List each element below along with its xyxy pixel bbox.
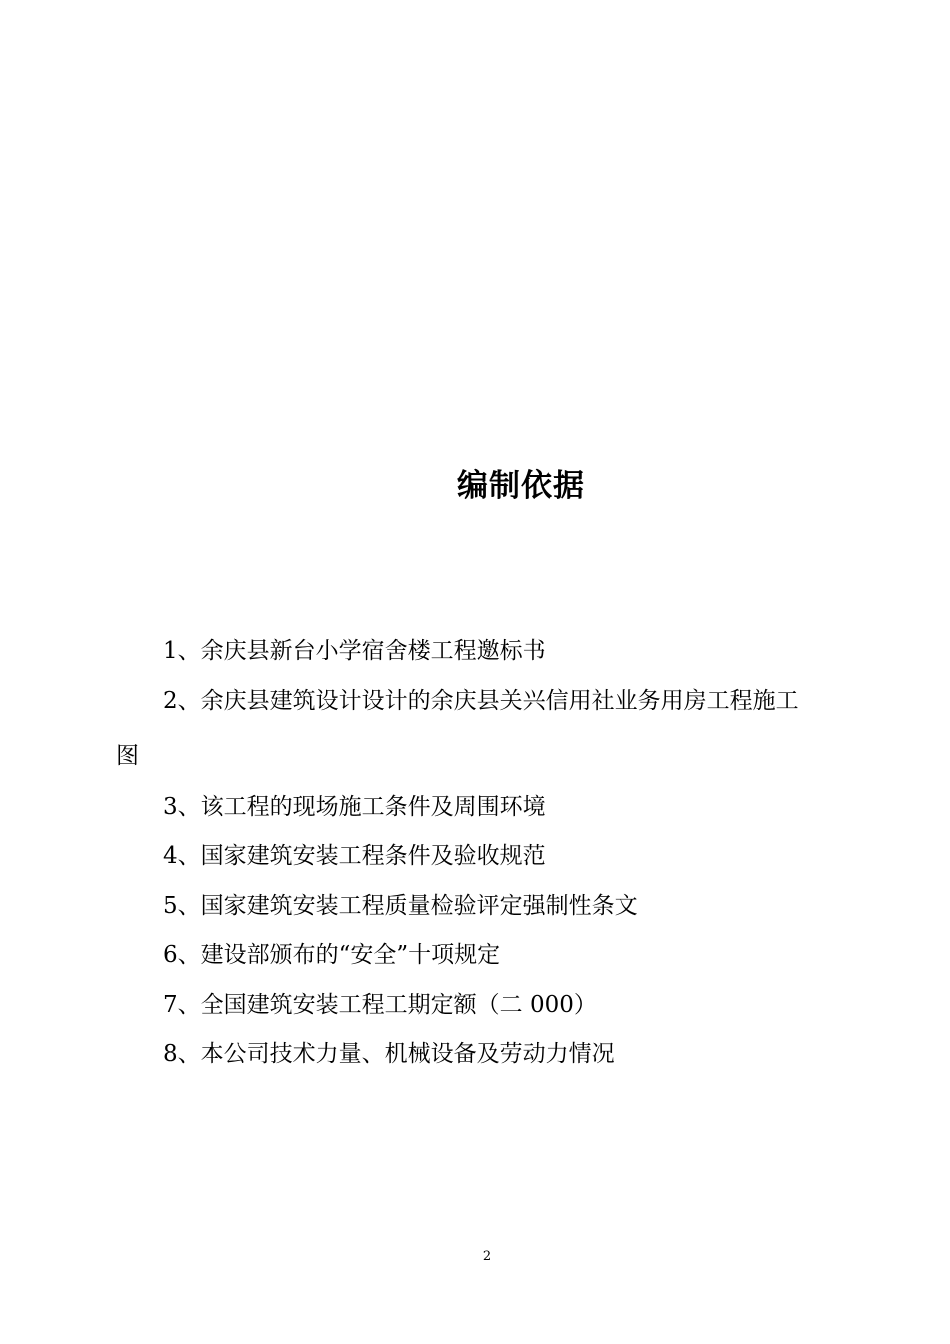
- list-item: [116, 677, 876, 783]
- basis-list: [116, 627, 876, 1080]
- list-item: 8、本公司技术力量、机械设备及劳动力情况: [163, 1041, 615, 1067]
- list-item: 4、国家建筑安装工程条件及验收规范: [163, 843, 546, 869]
- page-title: 编制依据: [457, 468, 585, 504]
- list-item: 5、国家建筑安装工程质量检验评定强制性条文: [163, 892, 638, 919]
- page-number: 2: [482, 1249, 492, 1264]
- list-item: 6、建设部颁布的“安全”十项规定: [163, 942, 501, 968]
- list-item-line-continued: 图: [116, 742, 139, 769]
- list-item: 7、全国建筑安装工程工期定额（二 000）: [163, 991, 597, 1018]
- list-item: 3、该工程的现场施工条件及周围环境: [163, 793, 546, 820]
- list-item-line: 2、余庆县建筑设计设计的余庆县关兴信用社业务用房工程施工: [163, 687, 799, 714]
- list-item: 1、余庆县新台小学宿舍楼工程邀标书: [163, 638, 546, 664]
